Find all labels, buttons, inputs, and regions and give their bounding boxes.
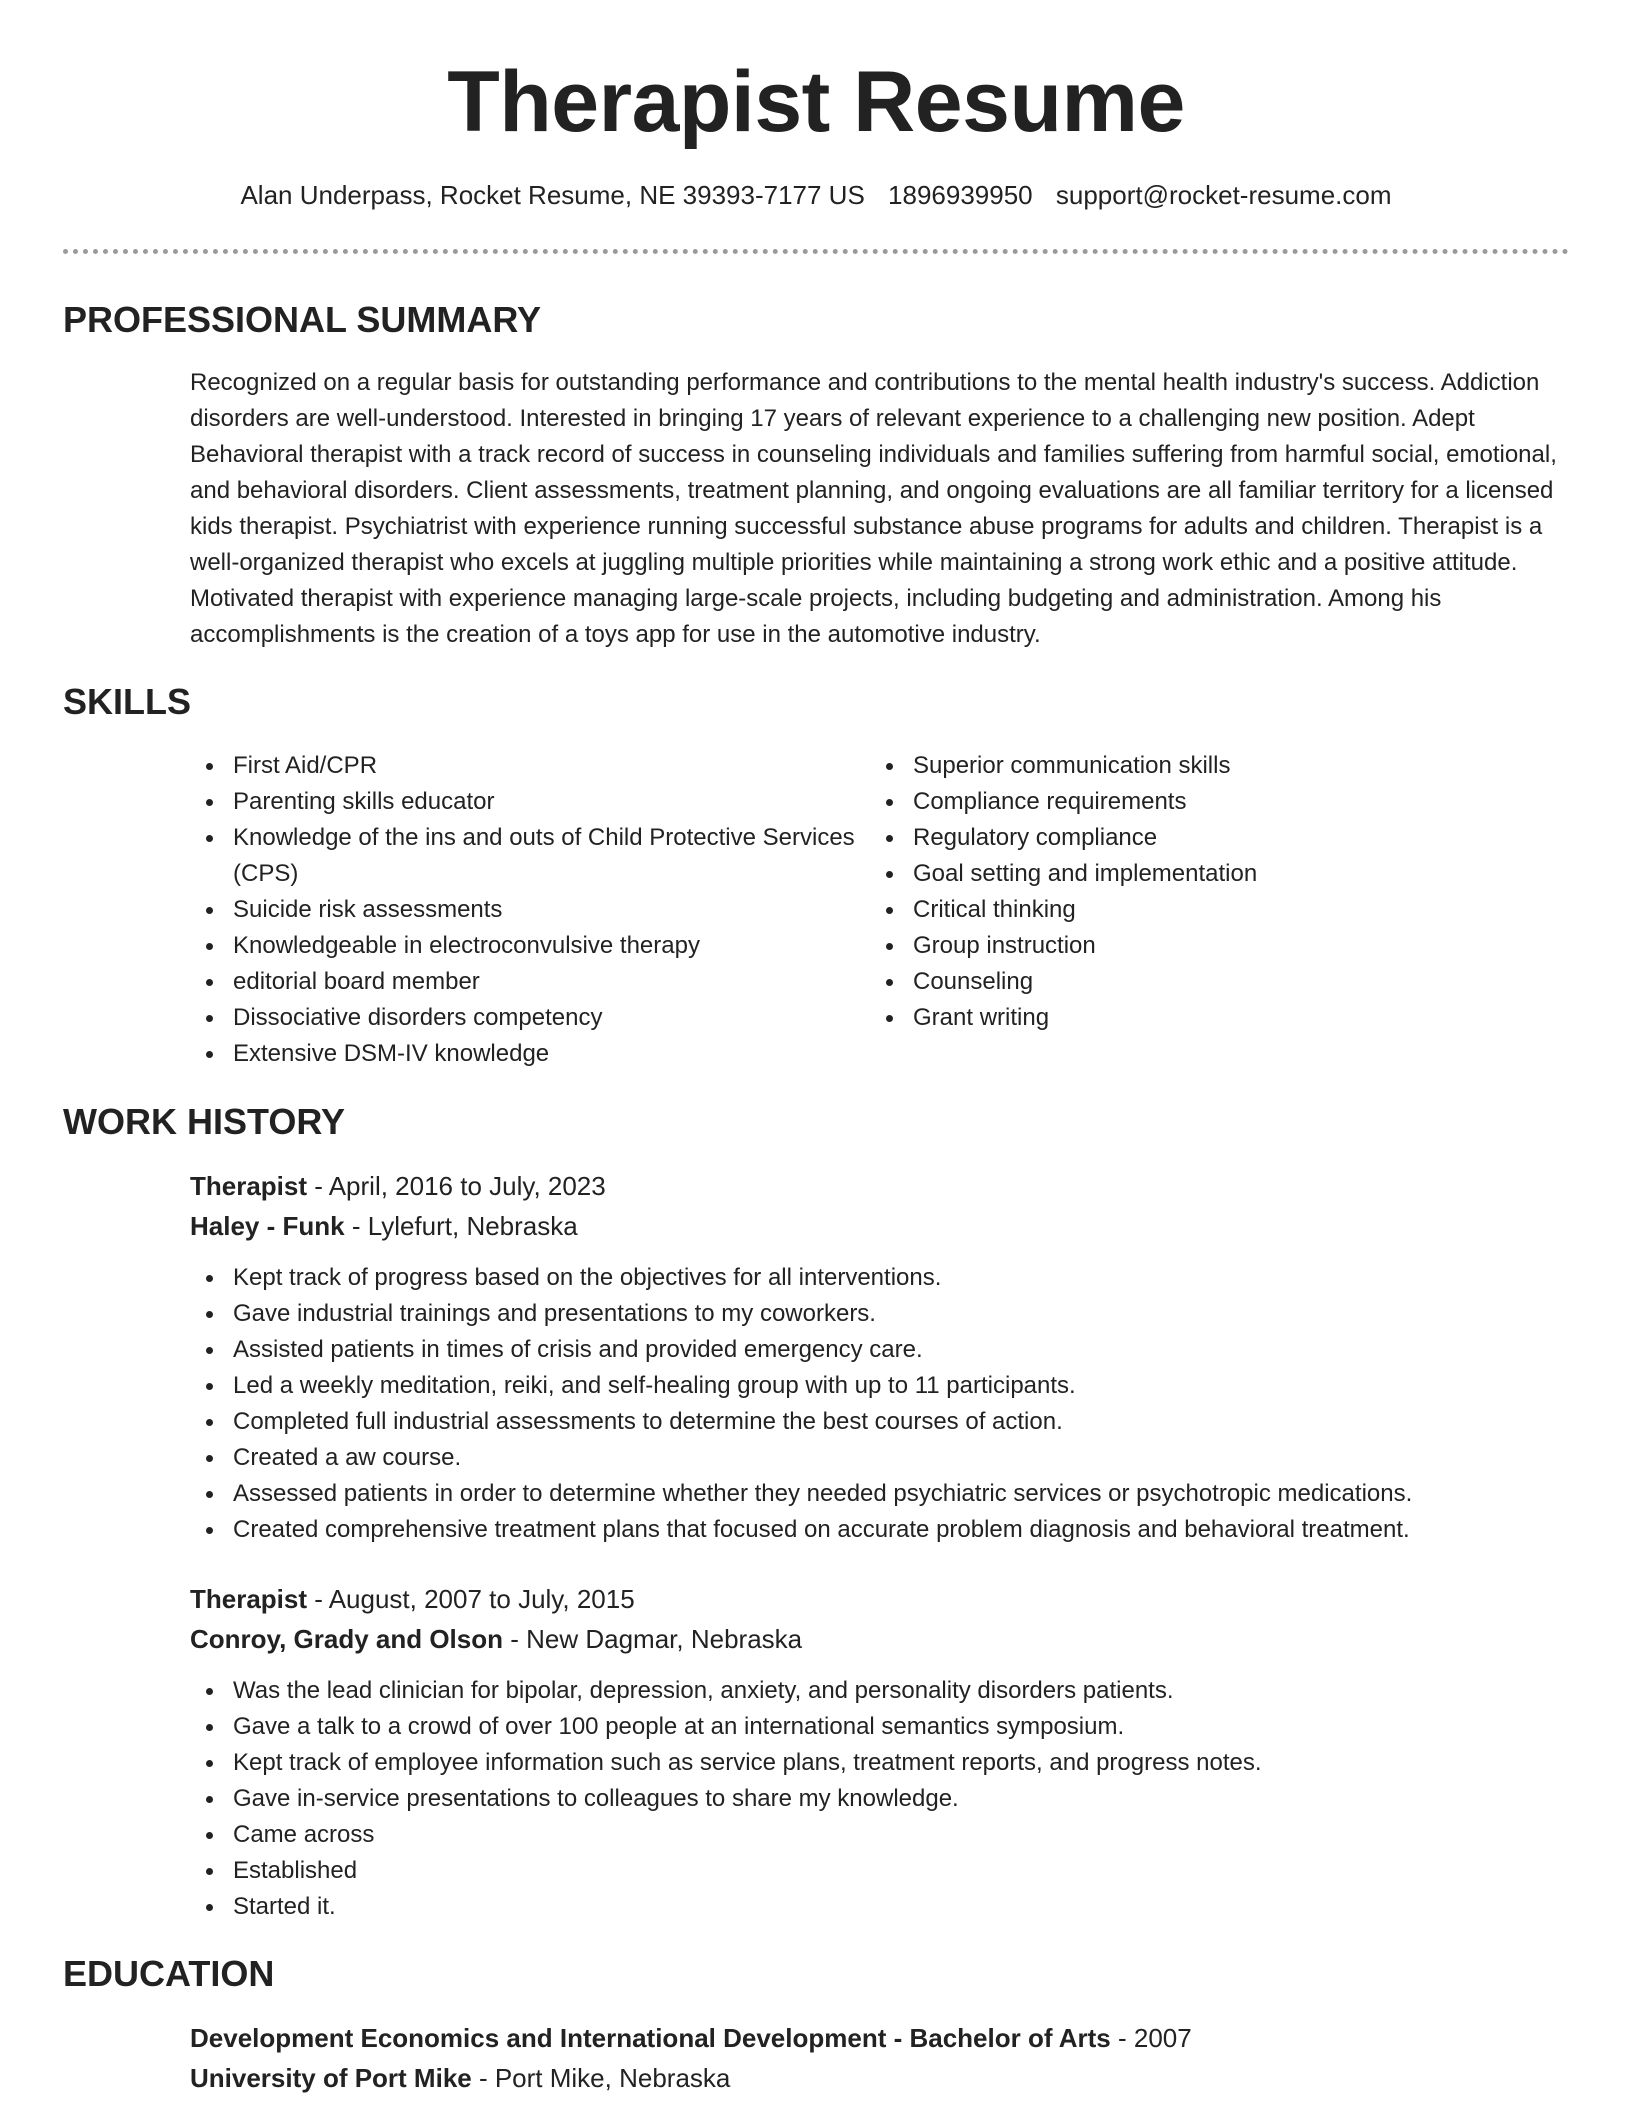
skill-item: Goal setting and implementation xyxy=(870,856,1550,892)
duty-item: Gave a talk to a crowd of over 100 people at an international semantics symposium. xyxy=(190,1709,1570,1745)
skill-item: First Aid/CPR xyxy=(190,748,890,784)
job-employer: Haley - Funk xyxy=(190,1211,345,1241)
skill-item: Group instruction xyxy=(870,928,1550,964)
education-heading: EDUCATION xyxy=(63,1953,275,1994)
skill-item: Suicide risk assessments xyxy=(190,892,890,928)
education-school-line xyxy=(190,2060,730,2096)
job-dates: - April, 2016 to July, 2023 xyxy=(307,1171,606,1201)
skill-item: Grant writing xyxy=(870,1000,1550,1036)
duty-item: Gave in-service presentations to colleagues to share my knowledge. xyxy=(190,1781,1570,1817)
contact-line xyxy=(0,178,1632,212)
skill-item: Superior communication skills xyxy=(870,748,1550,784)
education-degree-line xyxy=(190,2020,1192,2056)
skills-heading: SKILLS xyxy=(63,681,192,722)
duty-item: Assessed patients in order to determine whether they needed psychiatric services or psychotropic medications. xyxy=(190,1476,1570,1512)
duty-item: Kept track of employee information such as service plans, treatment reports, and progress notes. xyxy=(190,1745,1570,1781)
contact-address: Alan Underpass, Rocket Resume, NE 39393-7177 US xyxy=(240,180,865,210)
job-dates: - August, 2007 to July, 2015 xyxy=(307,1584,635,1614)
education-school: University of Port Mike xyxy=(190,2063,472,2093)
skill-item: editorial board member xyxy=(190,964,890,1000)
skill-item: Compliance requirements xyxy=(870,784,1550,820)
education-location: - Port Mike, Nebraska xyxy=(471,2063,731,2093)
skill-item: Critical thinking xyxy=(870,892,1550,928)
job-employer-line xyxy=(190,1208,578,1244)
header-divider xyxy=(63,249,1569,254)
skill-item: Knowledgeable in electroconvulsive therapy xyxy=(190,928,890,964)
job-location: - Lylefurt, Nebraska xyxy=(344,1211,578,1241)
job-location: - New Dagmar, Nebraska xyxy=(503,1624,803,1654)
skill-item: Knowledge of the ins and outs of Child Protective Services (CPS) xyxy=(190,820,890,892)
skill-item: Parenting skills educator xyxy=(190,784,890,820)
education-degree: Development Economics and International Development - Bachelor of Arts xyxy=(190,2023,1111,2053)
duty-item: Led a weekly meditation, reiki, and self-healing group with up to 11 participants. xyxy=(190,1368,1570,1404)
duty-item: Created comprehensive treatment plans that focused on accurate problem diagnosis and behavioral treatment. xyxy=(190,1512,1570,1548)
education-year: - 2007 xyxy=(1110,2023,1192,2053)
duty-item: Gave industrial trainings and presentations to my coworkers. xyxy=(190,1296,1570,1332)
skill-item: Regulatory compliance xyxy=(870,820,1550,856)
skill-item: Counseling xyxy=(870,964,1550,1000)
skills-list-left xyxy=(190,748,890,1072)
contact-phone: 1896939950 xyxy=(888,180,1033,210)
skills-list-right xyxy=(870,748,1550,1036)
summary-text: Recognized on a regular basis for outstanding performance and contributions to the mental health industry's success. Addiction disorders are well-understood. Interested in bringing 17 years of relevant experience to a challenging new position. Adept Behavioral therapist with a track record of success in counseling individuals and families suffering from harmful social, emotional, and behavioral disorders. Client assessments, treatment planning, and ongoing evaluations are all familiar territory for a licensed kids therapist. Psychiatrist with experience running successful substance abuse programs for adults and children. Therapist is a well-organized therapist who excels at juggling multiple priorities while maintaining a strong work ethic and a positive attitude. Motivated therapist with experience managing large-scale projects, including budgeting and administration. Among his accomplishments is the creation of a toys app for use in the automotive industry. xyxy=(190,369,1557,648)
job-duties-list xyxy=(190,1260,1570,1548)
job-title: Therapist xyxy=(190,1171,308,1201)
contact-email: support@rocket-resume.com xyxy=(1055,180,1392,210)
duty-item: Established xyxy=(190,1853,1570,1889)
duty-item: Came across xyxy=(190,1817,1570,1853)
duty-item: Completed full industrial assessments to determine the best courses of action. xyxy=(190,1404,1570,1440)
summary-heading: PROFESSIONAL SUMMARY xyxy=(63,299,542,340)
job-title-line xyxy=(190,1581,635,1617)
job-title-line xyxy=(190,1168,606,1204)
duty-item: Was the lead clinician for bipolar, depression, anxiety, and personality disorders patients. xyxy=(190,1673,1570,1709)
resume-title: Therapist Resume xyxy=(447,54,1185,150)
job-employer-line xyxy=(190,1621,802,1657)
duty-item: Created a aw course. xyxy=(190,1440,1570,1476)
work-heading: WORK HISTORY xyxy=(63,1101,346,1142)
job-title: Therapist xyxy=(190,1584,308,1614)
job-employer: Conroy, Grady and Olson xyxy=(190,1624,504,1654)
skill-item: Extensive DSM-IV knowledge xyxy=(190,1036,890,1072)
duty-item: Kept track of progress based on the objectives for all interventions. xyxy=(190,1260,1570,1296)
job-duties-list xyxy=(190,1673,1570,1925)
duty-item: Started it. xyxy=(190,1889,1570,1925)
skill-item: Dissociative disorders competency xyxy=(190,1000,890,1036)
duty-item: Assisted patients in times of crisis and provided emergency care. xyxy=(190,1332,1570,1368)
